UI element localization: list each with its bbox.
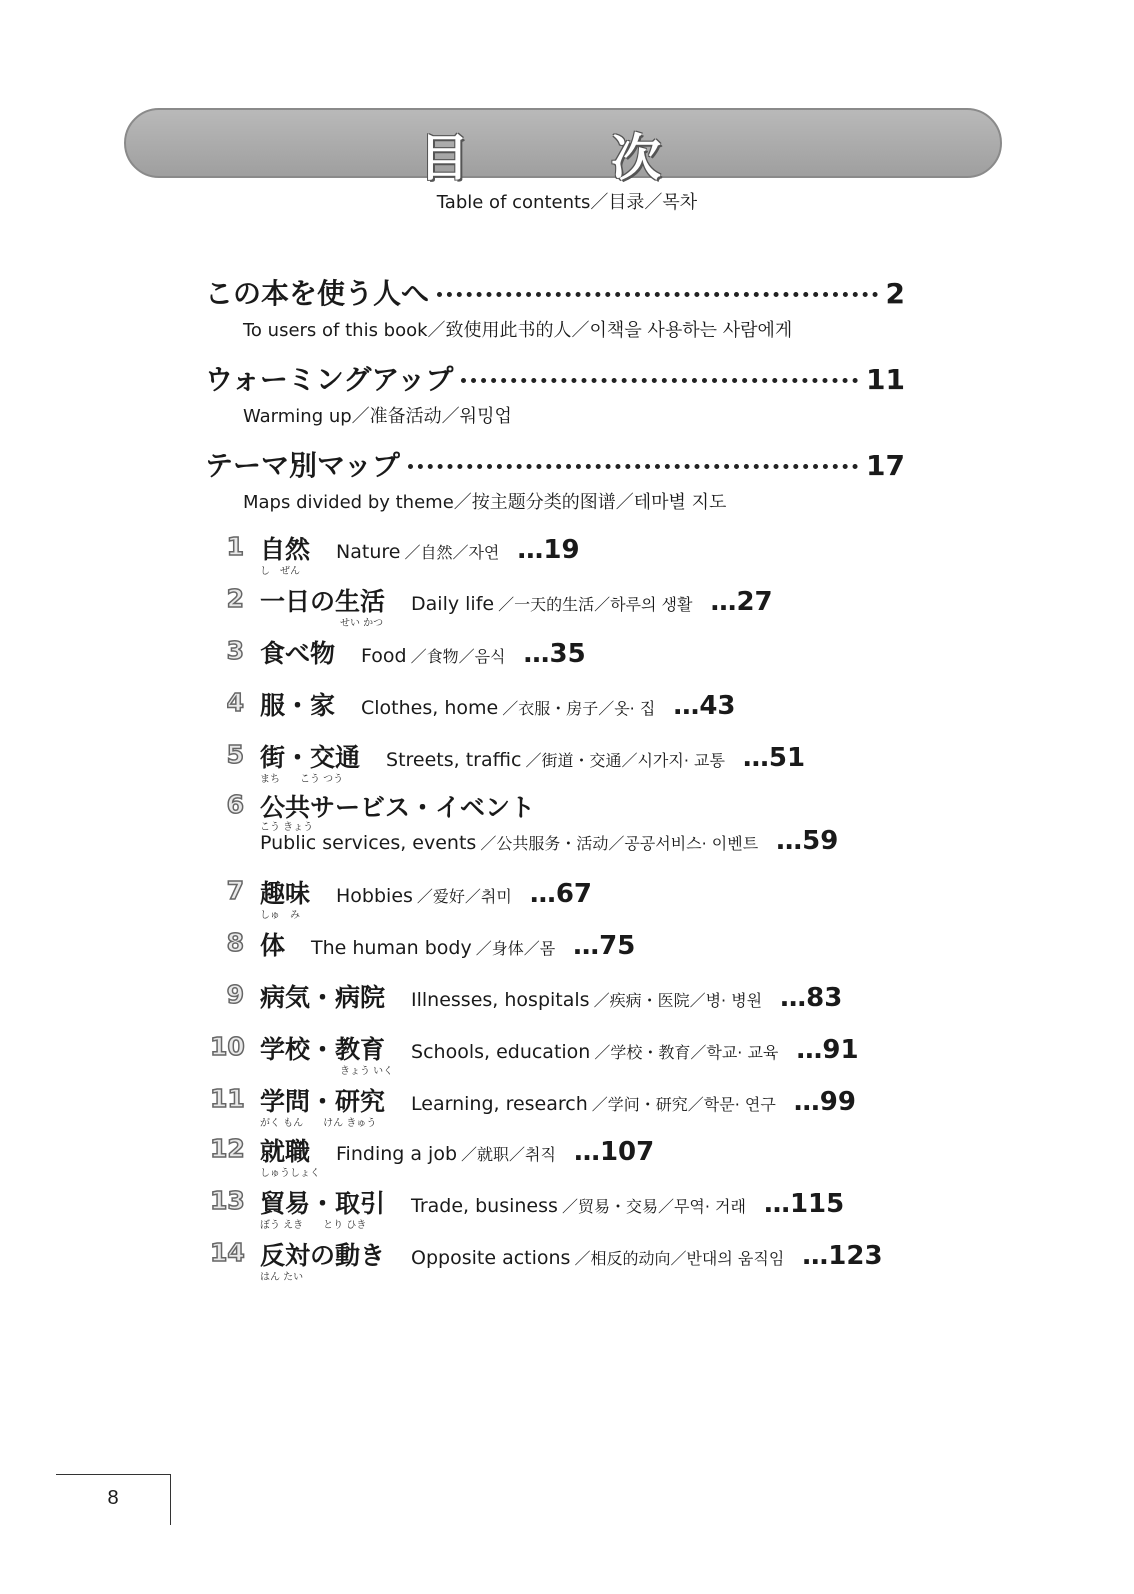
theme-title-jp: 貿易・取引	[260, 1189, 386, 1218]
entry-subtitle: Maps divided by theme／按主题分类的图谱／테마별 지도	[243, 492, 727, 513]
theme-ruby: せい かつ	[340, 618, 384, 629]
theme-ruby: しゅうしょく	[260, 1168, 320, 1179]
entry-page: 17	[866, 449, 905, 482]
theme-translations: ／疾病・医院／병· 병원	[593, 991, 763, 1010]
theme-title-jp: 街・交通	[260, 743, 361, 772]
theme-translations: ／相反的动向／반대의 움직임	[574, 1249, 785, 1268]
theme-ruby: がく もん けん きゅう	[260, 1118, 377, 1129]
theme-page: …83	[780, 983, 843, 1013]
toc-entry-users[interactable]	[205, 272, 905, 342]
theme-page: …75	[573, 931, 636, 961]
dot-leader	[437, 292, 878, 297]
theme-number: 8	[226, 928, 244, 957]
theme-number: 14	[210, 1238, 245, 1267]
theme-title-en: Public services, events	[260, 832, 477, 854]
theme-translations: ／就职／취직	[461, 1145, 556, 1164]
page-number-box	[56, 1474, 171, 1525]
theme-title-jp: 学問・研究	[260, 1087, 386, 1116]
theme-ruby: し ぜん	[260, 566, 300, 577]
theme-number: 6	[226, 790, 244, 819]
theme-number: 13	[210, 1186, 245, 1215]
page-title: 目 次	[419, 129, 707, 187]
theme-page: …27	[710, 587, 773, 617]
theme-title-en: Nature	[336, 541, 401, 563]
theme-translations: ／学问・研究／학문· 연구	[591, 1095, 776, 1114]
theme-translations: ／身体／몸	[475, 939, 556, 958]
theme-translations: ／街道・交通／시가지· 교통	[525, 751, 725, 770]
dot-leader	[461, 378, 858, 383]
theme-number: 1	[226, 532, 244, 561]
theme-title-en: Finding a job	[336, 1143, 458, 1165]
theme-title-en: Food	[361, 645, 407, 667]
theme-title-en: Streets, traffic	[386, 749, 522, 771]
theme-title-jp: 反対の動き	[260, 1241, 386, 1270]
theme-translations: ／贸易・交易／무역· 거래	[561, 1197, 746, 1216]
theme-title-jp: 服・家	[260, 691, 336, 720]
theme-translations: ／食物／음식	[410, 647, 506, 666]
theme-title-en: Schools, education	[411, 1041, 591, 1063]
theme-page: …59	[776, 826, 839, 856]
theme-page: …115	[763, 1189, 845, 1219]
theme-number: 3	[226, 636, 244, 665]
toc-entry-warming-up[interactable]	[205, 358, 905, 428]
theme-title-en: Opposite actions	[411, 1247, 571, 1269]
theme-title-jp: 体	[260, 931, 286, 960]
theme-ruby: こう きょう	[260, 822, 314, 833]
theme-page: …123	[802, 1241, 883, 1271]
theme-title-jp: 公共サービス・イベント	[260, 793, 536, 822]
theme-translations: ／学校・教育／학교· 교육	[594, 1043, 779, 1062]
theme-translations: ／衣服・房子／옷· 집	[502, 699, 656, 718]
theme-title-en: Illnesses, hospitals	[411, 989, 590, 1011]
theme-ruby: ぼう えき とり ひき	[260, 1220, 367, 1231]
theme-page: …107	[573, 1137, 655, 1167]
theme-title-jp: 就職	[260, 1137, 311, 1166]
theme-title-jp: 一日の生活	[260, 587, 386, 616]
theme-title-en: Daily life	[411, 593, 495, 615]
theme-title-en: Hobbies	[336, 885, 413, 907]
theme-number: 12	[210, 1134, 245, 1163]
theme-ruby: はん たい	[260, 1272, 304, 1283]
title-banner	[124, 108, 1002, 187]
entry-title: ウォーミングアップ	[205, 363, 454, 396]
theme-title-en: Learning, research	[411, 1093, 588, 1115]
theme-title-jp: 自然	[260, 535, 311, 564]
theme-page: …19	[517, 535, 580, 565]
theme-number: 9	[226, 980, 244, 1009]
entry-page: 11	[866, 363, 905, 396]
theme-number: 5	[226, 740, 244, 769]
theme-ruby: きょう いく	[340, 1066, 394, 1077]
theme-title-jp: 病気・病院	[260, 983, 386, 1012]
theme-page: …43	[673, 691, 736, 721]
theme-title-jp: 趣味	[260, 879, 311, 908]
dot-leader	[408, 464, 858, 469]
entry-page: 2	[885, 277, 905, 310]
theme-title-jp: 食べ物	[260, 639, 336, 668]
theme-ruby: しゅ み	[260, 910, 300, 921]
theme-page: …91	[796, 1035, 859, 1065]
theme-translations: ／爱好／취미	[416, 887, 512, 906]
toc-entry-theme-map[interactable]	[205, 444, 905, 514]
theme-translations: ／一天的生活／하루의 생활	[498, 595, 693, 614]
page-subtitle: Table of contents／目录／목차	[436, 192, 698, 213]
theme-ruby: まち こう つう	[260, 774, 344, 785]
theme-number: 2	[226, 584, 244, 613]
page-number: 8	[107, 1487, 119, 1509]
theme-title-en: The human body	[311, 937, 472, 959]
theme-title-jp: 学校・教育	[260, 1035, 386, 1064]
theme-translations: ／自然／자연	[404, 543, 500, 562]
theme-number: 10	[210, 1032, 245, 1061]
theme-title-en: Clothes, home	[361, 697, 499, 719]
theme-number: 4	[226, 688, 244, 717]
theme-page: …51	[742, 743, 806, 773]
entry-title: テーマ別マップ	[205, 449, 400, 482]
theme-page: …67	[529, 879, 593, 909]
entry-subtitle: To users of this book／致使用此书的人／이책을 사용하는 사람에게	[243, 320, 793, 341]
theme-number: 7	[226, 876, 244, 905]
theme-title-en: Trade, business	[411, 1195, 558, 1217]
theme-translations: ／公共服务・活动／공공서비스· 이벤트	[480, 834, 759, 853]
entry-title: この本を使う人へ	[205, 277, 430, 310]
entry-subtitle: Warming up／准备活动／워밍업	[243, 406, 512, 427]
theme-page: …99	[793, 1087, 856, 1117]
theme-page: …35	[523, 639, 586, 669]
theme-number: 11	[210, 1084, 245, 1113]
